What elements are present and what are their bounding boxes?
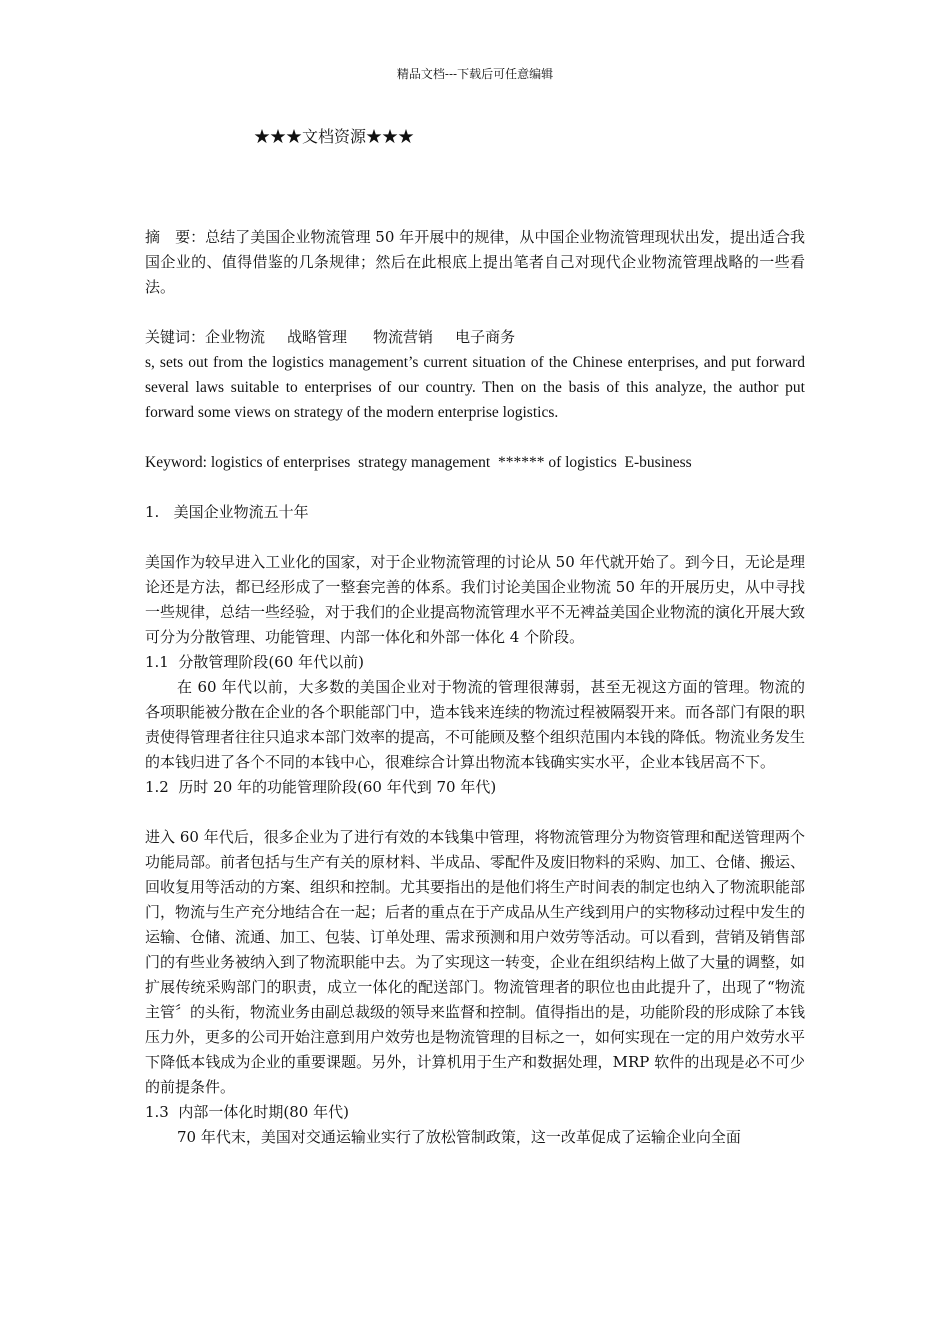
subsection-1-1-title: 1.1 分散管理阶段(60 年代以前): [145, 653, 364, 671]
subsection-1-3-text: 70 年代末，美国对交通运输业实行了放松管制政策，这一改革促成了运输企业向全面: [177, 1128, 741, 1146]
keywords-label: 关键词：: [145, 328, 206, 346]
page-header: 精品文档---下载后可任意编辑: [396, 67, 554, 81]
english-abstract-paragraph: s, sets out from the logistics management’s current situation of the Chinese enterprises, and put forward several laws suitable to enterprises of our country. Then on the basis of this analyze, the author put forward some views on strategy of the modern enterprise logistics.: [145, 354, 805, 421]
keyword-item: 战略管理: [287, 328, 348, 346]
abstract-paragraph: 摘 要：总结了美国企业物流管理 50 年开展中的规律，从中国企业物流管理现状出发，提出适合我国企业的、值得借鉴的几条规律；然后在此根底上提出笔者自己对现代企业物流管理战略的一些看法。: [145, 228, 805, 296]
keywords-cn: [145, 325, 805, 350]
subsection-1-2-title: 1.2 历时 20 年的功能管理阶段(60 年代到 70 年代): [145, 778, 497, 796]
english-keywords: Keyword: logistics of enterprises strategy management ****** of logistics E-business: [145, 454, 692, 471]
subsection-1-2-text: 进入 60 年代后，很多企业为了进行有效的本钱集中管理，将物流管理分为物资管理和配送管理两个功能局部。前者包括与生产有关的原材料、半成品、零配件及废旧物料的采购、加工、仓储、搬运、回收复用等活动的方案、组织和控制。尤其要指出的是他们将生产时间表的制定也纳入了物流职能部门，物流与生产充分地结合在一起；后者的重点在于产成品从生产线到用户的实物移动过程中发生的运输、仓储、流通、加工、包装、订单处理、需求预测和用户效劳等活动。可以看到，营销及销售部门的有些业务被纳入到了物流职能中去。为了实现这一转变，企业在组织结构上做了大量的调整，如扩展传统采购部门的职责，成立一体化的配送部门。物流管理者的职位也由此提升了，出现了“物流主管〞的头衔，物流业务由副总裁级的领导来监督和控制。值得指出的是，功能阶段的形成除了本钱压力外，更多的公司开始注意到用户效劳也是物流管理的目标之一，如何实现在一定的用户效劳水平下降低本钱成为企业的重要课题。另外，计算机用于生产和数据处理，MRP 软件的出现是必不可少的前提条件。: [145, 828, 806, 1096]
section-1-intro: 美国作为较早进入工业化的国家，对于企业物流管理的讨论从 50 年代就开始了。到今日，无论是理论还是方法，都已经形成了一整套完善的体系。我们讨论美国企业物流 50 年的开展历史，从中寻找一些规律，总结一些经验，对于我们的企业提高物流管理水平不无裨益美国企业物流的演化开展大致可分为分散管理、功能管理、内部一体化和外部一体化 4 个阶段。: [145, 553, 806, 646]
keyword-item: 企业物流: [205, 328, 266, 346]
subsection-1-3-title: 1.3 内部一体化时期(80 年代): [145, 1103, 349, 1121]
document-body: [145, 225, 805, 1150]
subsection-1-1-text: 在 60 年代以前，大多数的美国企业对于物流的管理很薄弱，甚至无视这方面的管理。物流的各项职能被分散在企业的各个职能部门中，造本钱来连续的物流过程被隔裂开来。而各部门有限的职责使得管理者往往只追求本部门效率的提高，不可能顾及整个组织范围内本钱的降低。物流业务发生的本钱归进了各个不同的本钱中心，很难综合计算出物流本钱确实实水平，企业本钱居高不下。: [145, 678, 806, 771]
document-banner: ★★★文档资源★★★: [254, 127, 415, 146]
keyword-item: 物流营销: [373, 328, 434, 346]
section-1-title: 1. 美国企业物流五十年: [145, 503, 309, 521]
keyword-item: 电子商务: [455, 328, 516, 346]
